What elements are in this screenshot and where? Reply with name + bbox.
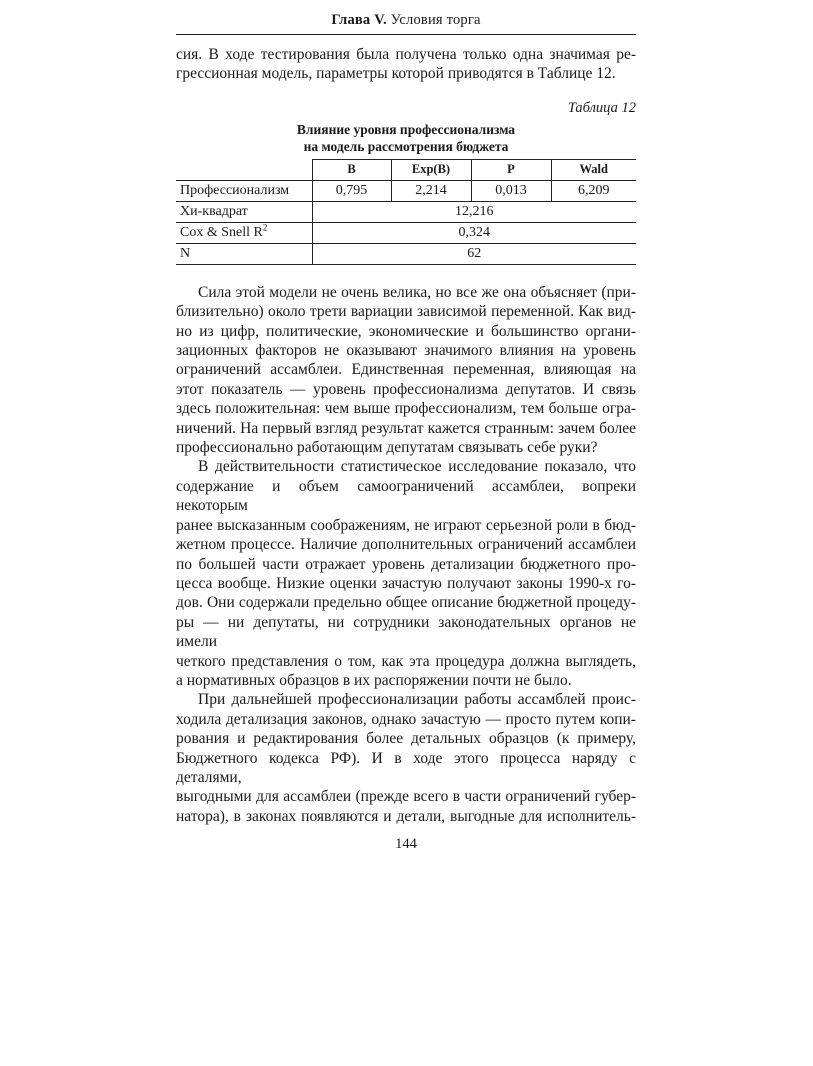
text-line: грессионная модель, параметры которой приводятся в Таблице 12.: [176, 65, 616, 83]
text-line: Сила этой модели не очень велика, но все же она объясняет (при-: [198, 283, 636, 301]
text-line: В действительности статистическое исследование показало, что: [198, 458, 636, 476]
table-header-row: [176, 159, 636, 180]
table-cell: 2,214: [391, 180, 471, 201]
superscript: 2: [262, 222, 268, 233]
text-line: ограничений ассамблеи. Единственная переменная, влияющая на: [176, 361, 636, 379]
text-line: жетном процессе. Наличие дополнительных ограничений ассамблеи: [176, 536, 636, 554]
text-line: близительно) около трети вариации зависимой переменной. Как вид-: [176, 303, 636, 321]
book-page: [176, 12, 636, 853]
page-number: 144: [395, 836, 417, 853]
chapter-title: Условия торга: [390, 12, 481, 28]
table-title: [176, 121, 636, 155]
column-header: P: [471, 159, 551, 180]
text-line: дов. Они содержали предельно общее описание бюджетной процеду-: [176, 594, 636, 612]
paragraph: [176, 457, 636, 690]
table-row: [176, 201, 636, 222]
table-caption: Таблица 12: [567, 99, 636, 116]
row-label: [176, 222, 312, 243]
text-line: ранее высказанным соображениям, не играют серьезной роли в бюд-: [176, 516, 636, 534]
table-cell: 6,209: [551, 180, 636, 201]
table-cell: 0,795: [312, 180, 391, 201]
column-header: Wald: [551, 159, 636, 180]
text-line: натора), в законах появляются и детали, выгодные для исполнитель-: [176, 807, 636, 825]
text-line: ничений. На первый взгляд результат кажется странным: зачем более: [176, 419, 636, 437]
table-row: [176, 180, 636, 201]
column-header: Exp(B): [391, 159, 471, 180]
text-line: При дальнейшей профессионализации работы ассамблей проис-: [198, 691, 636, 709]
text-line: сия. В ходе тестирования была получена только одна значимая ре-: [176, 46, 636, 63]
text-line: зационных факторов не оказывают значимого влияния на уровень: [176, 342, 636, 360]
text-line: этот показатель — уровень профессионализма депутатов. И связь: [176, 380, 636, 398]
paragraph: [176, 690, 636, 826]
table-cell: 0,013: [471, 180, 551, 201]
text-line: четкого представления о том, как эта процедура должна выглядеть,: [176, 652, 636, 670]
text-line: ходила детализация законов, однако зачастую — просто путем копи-: [176, 710, 636, 728]
text-line: ры — ни депутаты, ни сотрудники законодательных органов не имели: [176, 613, 636, 651]
table-row: [176, 222, 636, 243]
body-text: [176, 283, 636, 826]
intro-paragraph: [176, 45, 636, 84]
row-label: Профессионализм: [176, 180, 312, 201]
table-row: [176, 243, 636, 264]
text-line: рования и редактирования более детальных образцов (к примеру,: [176, 730, 636, 748]
text-line: выгодными для ассамблеи (прежде всего в части ограничений губер-: [176, 788, 636, 806]
row-label: N: [176, 243, 312, 264]
chapter-number: Глава V.: [331, 12, 387, 28]
regression-table: [176, 159, 636, 265]
text-line: цесса вообще. Низкие оценки зачастую получают законы 1990-х го-: [176, 574, 636, 592]
table-cell: 12,216: [312, 201, 636, 222]
text-line: содержание и объем самоограничений ассамблеи, вопреки некоторым: [176, 477, 636, 515]
text-line: по большей части отражает уровень детализации бюджетного про-: [176, 555, 636, 573]
running-header: [176, 12, 636, 35]
text-line: но из цифр, политические, экономические и большинство органи-: [176, 322, 636, 340]
table-corner-cell: [176, 159, 312, 180]
paragraph: [176, 283, 636, 458]
table-cell: 62: [312, 243, 636, 264]
column-header: B: [312, 159, 391, 180]
table-cell: 0,324: [312, 222, 636, 243]
row-label-text: Cox & Snell R: [180, 224, 263, 240]
table-title-line: Влияние уровня профессионализма: [296, 121, 516, 137]
row-label: Хи-квадрат: [176, 201, 312, 222]
text-line: здесь положительная: чем выше профессионализм, тем больше огра-: [176, 400, 636, 418]
table-title-line: на модель рассмотрения бюджета: [303, 138, 509, 154]
text-line: а нормативных образцов в их распоряжении почти не было.: [176, 671, 572, 689]
text-line: профессионально работающим депутатам связывать себе руки?: [176, 439, 598, 457]
text-line: Бюджетного кодекса РФ). И в ходе этого процесса наряду с деталями,: [176, 749, 636, 786]
